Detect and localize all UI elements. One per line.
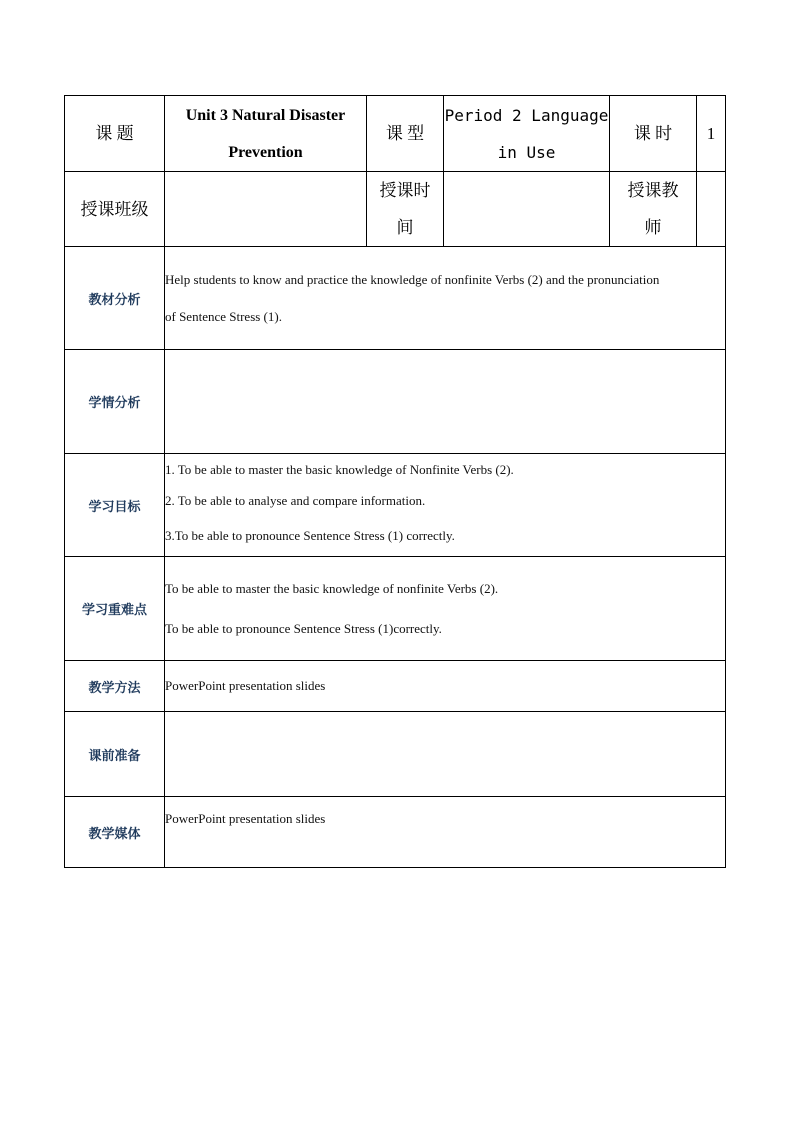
topic-label-cell [65, 96, 165, 172]
learners-label: 学情分析 [88, 396, 141, 411]
header-row-1 [65, 96, 726, 172]
time-label-line1: 授课时 [379, 181, 431, 200]
time-value-cell [444, 172, 610, 247]
objectives-line3: 3.To be able to pronounce Sentence Stress (1) correctly. [165, 528, 455, 543]
materials-row [65, 247, 726, 350]
key-points-label-cell [65, 557, 165, 661]
teacher-label-cell [610, 172, 697, 247]
media-text-cell [165, 797, 726, 868]
objectives-label: 学习目标 [88, 499, 141, 515]
learners-row [65, 350, 726, 454]
time-label-cell [367, 172, 444, 247]
hours-value: 1 [706, 124, 716, 143]
teacher-label-line1: 授课教 [627, 181, 679, 200]
methods-label-cell [65, 661, 165, 712]
class-label: 授课班级 [80, 199, 149, 219]
key-points-row [65, 557, 726, 661]
key-points-line2: To be able to pronounce Sentence Stress (1)correctly. [165, 620, 442, 636]
topic-value-line1: Unit 3 Natural Disaster [185, 106, 346, 124]
media-text: PowerPoint presentation slides [165, 811, 326, 826]
materials-line2: of Sentence Stress (1). [165, 309, 282, 324]
type-label: 课 型 [385, 124, 425, 143]
header-row-2 [65, 172, 726, 247]
materials-label-cell [65, 247, 165, 350]
type-value-cell [444, 96, 610, 172]
media-label-cell [65, 797, 165, 868]
objectives-label-cell [65, 454, 165, 557]
materials-text-cell [165, 247, 726, 350]
lesson-plan-table [64, 95, 726, 868]
key-points-text-cell [165, 557, 726, 661]
topic-label: 课 题 [95, 124, 134, 143]
methods-text-cell [165, 661, 726, 712]
objectives-row [65, 454, 726, 557]
type-value-line1: Period 2 Language [444, 105, 609, 125]
topic-value-line2: Prevention [228, 143, 303, 161]
objectives-text-cell [165, 454, 726, 557]
learners-text-cell [165, 350, 726, 454]
class-value-cell [165, 172, 367, 247]
preparation-label-cell [65, 712, 165, 797]
preparation-text-cell [165, 712, 726, 797]
teacher-label-line2: 师 [644, 218, 662, 237]
materials-label: 教材分析 [88, 292, 141, 308]
preparation-row [65, 712, 726, 797]
time-label-line2: 间 [396, 218, 414, 237]
media-label: 教学媒体 [88, 826, 141, 842]
materials-line1: Help students to know and practice the knowledge of nonfinite Verbs (2) and the pronunciation [165, 272, 660, 287]
hours-value-cell [697, 96, 726, 172]
learners-label-cell [65, 350, 165, 454]
objectives-line1: 1. To be able to master the basic knowledge of Nonfinite Verbs (2). [165, 462, 514, 477]
key-points-label: 学习重难点 [81, 603, 147, 618]
methods-label: 教学方法 [88, 680, 141, 696]
hours-label: 课 时 [633, 124, 673, 143]
methods-row [65, 661, 726, 712]
preparation-label: 课前准备 [88, 748, 141, 764]
objectives-line2: 2. To be able to analyse and compare information. [165, 493, 426, 508]
type-value-line2: in Use [497, 142, 556, 162]
key-points-line1: To be able to master the basic knowledge of nonfinite Verbs (2). [165, 580, 499, 596]
hours-label-cell [610, 96, 697, 172]
media-row [65, 797, 726, 868]
teacher-value-cell [697, 172, 726, 247]
methods-text: PowerPoint presentation slides [165, 678, 326, 693]
class-label-cell [65, 172, 165, 247]
type-label-cell [367, 96, 444, 172]
topic-value-cell [165, 96, 367, 172]
